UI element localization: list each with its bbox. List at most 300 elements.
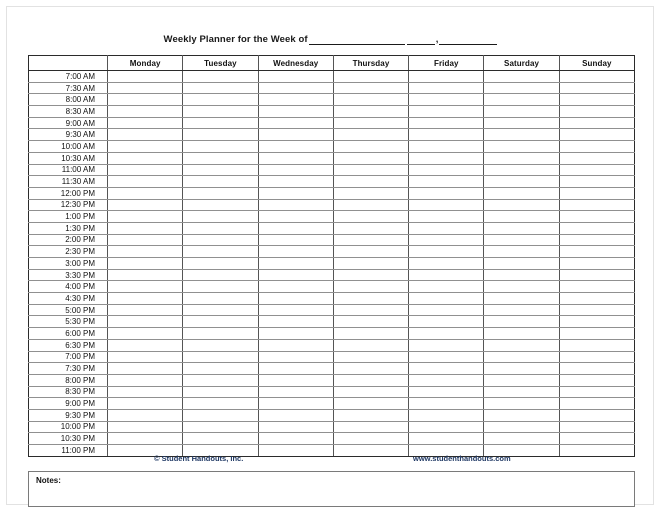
time-label: 12:00 PM <box>29 187 108 199</box>
slot-cell[interactable] <box>108 409 183 421</box>
slot-cell[interactable] <box>108 117 183 129</box>
slot-cell[interactable] <box>484 152 559 164</box>
slot-cell[interactable] <box>258 94 333 106</box>
slot-cell[interactable] <box>409 246 484 258</box>
slot-cell[interactable] <box>333 304 408 316</box>
time-label: 4:00 PM <box>29 281 108 293</box>
slot-cell[interactable] <box>559 211 634 223</box>
slot-cell[interactable] <box>258 199 333 211</box>
slot-cell[interactable] <box>183 386 258 398</box>
slot-cell[interactable] <box>333 187 408 199</box>
table-row <box>29 398 635 410</box>
slot-cell[interactable] <box>409 176 484 188</box>
slot-cell[interactable] <box>484 71 559 83</box>
time-label: 10:00 AM <box>29 141 108 153</box>
slot-cell[interactable] <box>409 211 484 223</box>
slot-cell[interactable] <box>183 164 258 176</box>
slot-cell[interactable] <box>559 351 634 363</box>
slot-cell[interactable] <box>333 234 408 246</box>
slot-cell[interactable] <box>108 187 183 199</box>
table-row <box>29 234 635 246</box>
slot-cell[interactable] <box>108 71 183 83</box>
table-row <box>29 117 635 129</box>
time-label: 8:00 AM <box>29 94 108 106</box>
table-row <box>29 129 635 141</box>
slot-cell[interactable] <box>484 187 559 199</box>
slot-cell[interactable] <box>258 258 333 270</box>
slot-cell[interactable] <box>559 316 634 328</box>
slot-cell[interactable] <box>333 421 408 433</box>
time-label: 9:00 AM <box>29 117 108 129</box>
slot-cell[interactable] <box>409 82 484 94</box>
slot-cell[interactable] <box>333 199 408 211</box>
time-label: 11:30 AM <box>29 176 108 188</box>
slot-cell[interactable] <box>183 82 258 94</box>
slot-cell[interactable] <box>333 246 408 258</box>
slot-cell[interactable] <box>484 398 559 410</box>
table-row <box>29 211 635 223</box>
time-label: 3:30 PM <box>29 269 108 281</box>
slot-cell[interactable] <box>258 386 333 398</box>
slot-cell[interactable] <box>559 421 634 433</box>
slot-cell[interactable] <box>409 374 484 386</box>
slot-cell[interactable] <box>258 351 333 363</box>
slot-cell[interactable] <box>333 339 408 351</box>
slot-cell[interactable] <box>484 304 559 316</box>
title-comma: , <box>435 34 439 45</box>
slot-cell[interactable] <box>108 304 183 316</box>
slot-cell[interactable] <box>484 117 559 129</box>
time-label: 2:00 PM <box>29 234 108 246</box>
slot-cell[interactable] <box>183 141 258 153</box>
slot-cell[interactable] <box>409 409 484 421</box>
slot-cell[interactable] <box>409 106 484 118</box>
slot-cell[interactable] <box>258 141 333 153</box>
table-row <box>29 164 635 176</box>
slot-cell[interactable] <box>258 398 333 410</box>
footer-credits <box>28 454 635 466</box>
slot-cell[interactable] <box>183 106 258 118</box>
slot-cell[interactable] <box>559 129 634 141</box>
year-blank[interactable] <box>439 35 497 45</box>
time-label: 6:30 PM <box>29 339 108 351</box>
month-blank[interactable] <box>309 35 405 45</box>
slot-cell[interactable] <box>409 199 484 211</box>
slot-cell[interactable] <box>484 433 559 445</box>
slot-cell[interactable] <box>409 351 484 363</box>
slot-cell[interactable] <box>559 328 634 340</box>
slot-cell[interactable] <box>183 421 258 433</box>
table-row <box>29 374 635 386</box>
slot-cell[interactable] <box>258 234 333 246</box>
slot-cell[interactable] <box>333 141 408 153</box>
slot-cell[interactable] <box>258 187 333 199</box>
slot-cell[interactable] <box>183 117 258 129</box>
slot-cell[interactable] <box>333 386 408 398</box>
copyright-text: © Student Handouts, Inc. <box>154 454 244 463</box>
slot-cell[interactable] <box>484 374 559 386</box>
slot-cell[interactable] <box>409 141 484 153</box>
slot-cell[interactable] <box>484 234 559 246</box>
slot-cell[interactable] <box>484 269 559 281</box>
slot-cell[interactable] <box>484 129 559 141</box>
slot-cell[interactable] <box>258 316 333 328</box>
slot-cell[interactable] <box>333 328 408 340</box>
slot-cell[interactable] <box>258 304 333 316</box>
time-label: 9:30 AM <box>29 129 108 141</box>
slot-cell[interactable] <box>409 363 484 375</box>
slot-cell[interactable] <box>183 351 258 363</box>
slot-cell[interactable] <box>183 433 258 445</box>
slot-cell[interactable] <box>484 316 559 328</box>
slot-cell[interactable] <box>108 106 183 118</box>
time-column-header <box>29 56 108 71</box>
slot-cell[interactable] <box>484 199 559 211</box>
slot-cell[interactable] <box>333 82 408 94</box>
slot-cell[interactable] <box>409 386 484 398</box>
slot-cell[interactable] <box>183 246 258 258</box>
slot-cell[interactable] <box>183 94 258 106</box>
slot-cell[interactable] <box>183 199 258 211</box>
slot-cell[interactable] <box>484 176 559 188</box>
slot-cell[interactable] <box>333 293 408 305</box>
slot-cell[interactable] <box>409 316 484 328</box>
slot-cell[interactable] <box>108 398 183 410</box>
slot-cell[interactable] <box>108 328 183 340</box>
slot-cell[interactable] <box>484 222 559 234</box>
slot-cell[interactable] <box>183 281 258 293</box>
slot-cell[interactable] <box>409 222 484 234</box>
time-label: 10:30 AM <box>29 152 108 164</box>
slot-cell[interactable] <box>409 304 484 316</box>
slot-cell[interactable] <box>258 176 333 188</box>
slot-cell[interactable] <box>108 316 183 328</box>
slot-cell[interactable] <box>484 141 559 153</box>
slot-cell[interactable] <box>484 328 559 340</box>
day-header-monday: Monday <box>108 56 183 71</box>
time-label: 9:30 PM <box>29 409 108 421</box>
slot-cell[interactable] <box>409 94 484 106</box>
slot-cell[interactable] <box>484 82 559 94</box>
slot-cell[interactable] <box>258 374 333 386</box>
slot-cell[interactable] <box>183 398 258 410</box>
slot-cell[interactable] <box>183 129 258 141</box>
slot-cell[interactable] <box>484 258 559 270</box>
slot-cell[interactable] <box>258 281 333 293</box>
slot-cell[interactable] <box>484 293 559 305</box>
table-row <box>29 94 635 106</box>
time-label: 11:00 AM <box>29 164 108 176</box>
slot-cell[interactable] <box>559 164 634 176</box>
slot-cell[interactable] <box>108 164 183 176</box>
slot-cell[interactable] <box>333 269 408 281</box>
slot-cell[interactable] <box>333 281 408 293</box>
slot-cell[interactable] <box>258 246 333 258</box>
slot-cell[interactable] <box>559 82 634 94</box>
slot-cell[interactable] <box>409 281 484 293</box>
slot-cell[interactable] <box>559 141 634 153</box>
time-label: 5:00 PM <box>29 304 108 316</box>
day-blank[interactable] <box>407 35 435 45</box>
slot-cell[interactable] <box>333 363 408 375</box>
slot-cell[interactable] <box>258 269 333 281</box>
time-label: 11:00 PM <box>29 445 108 457</box>
slot-cell[interactable] <box>108 374 183 386</box>
slot-cell[interactable] <box>183 328 258 340</box>
slot-cell[interactable] <box>183 304 258 316</box>
time-label: 6:00 PM <box>29 328 108 340</box>
time-label: 10:00 PM <box>29 421 108 433</box>
slot-cell[interactable] <box>409 187 484 199</box>
slot-cell[interactable] <box>559 363 634 375</box>
slot-cell[interactable] <box>409 152 484 164</box>
slot-cell[interactable] <box>409 234 484 246</box>
table-row <box>29 176 635 188</box>
time-label: 9:00 PM <box>29 398 108 410</box>
slot-cell[interactable] <box>559 106 634 118</box>
slot-cell[interactable] <box>409 421 484 433</box>
table-row <box>29 106 635 118</box>
slot-cell[interactable] <box>183 71 258 83</box>
slot-cell[interactable] <box>559 281 634 293</box>
slot-cell[interactable] <box>258 211 333 223</box>
slot-cell[interactable] <box>409 71 484 83</box>
slot-cell[interactable] <box>258 339 333 351</box>
time-label: 7:30 PM <box>29 363 108 375</box>
slot-cell[interactable] <box>108 363 183 375</box>
slot-cell[interactable] <box>183 409 258 421</box>
slot-cell[interactable] <box>108 421 183 433</box>
time-label: 7:00 AM <box>29 71 108 83</box>
slot-cell[interactable] <box>409 339 484 351</box>
slot-cell[interactable] <box>333 117 408 129</box>
slot-cell[interactable] <box>108 176 183 188</box>
slot-cell[interactable] <box>183 363 258 375</box>
slot-cell[interactable] <box>258 421 333 433</box>
table-row <box>29 258 635 270</box>
slot-cell[interactable] <box>333 106 408 118</box>
table-row <box>29 409 635 421</box>
slot-cell[interactable] <box>258 164 333 176</box>
slot-cell[interactable] <box>333 351 408 363</box>
slot-cell[interactable] <box>183 258 258 270</box>
slot-cell[interactable] <box>108 129 183 141</box>
slot-cell[interactable] <box>183 176 258 188</box>
time-label: 12:30 PM <box>29 199 108 211</box>
slot-cell[interactable] <box>559 152 634 164</box>
slot-cell[interactable] <box>333 374 408 386</box>
table-row <box>29 71 635 83</box>
slot-cell[interactable] <box>409 164 484 176</box>
slot-cell[interactable] <box>108 246 183 258</box>
slot-cell[interactable] <box>484 246 559 258</box>
table-row <box>29 281 635 293</box>
day-header-saturday: Saturday <box>484 56 559 71</box>
slot-cell[interactable] <box>333 211 408 223</box>
slot-cell[interactable] <box>258 71 333 83</box>
slot-cell[interactable] <box>559 246 634 258</box>
slot-cell[interactable] <box>108 433 183 445</box>
slot-cell[interactable] <box>559 269 634 281</box>
slot-cell[interactable] <box>559 398 634 410</box>
slot-cell[interactable] <box>108 141 183 153</box>
day-header-tuesday: Tuesday <box>183 56 258 71</box>
slot-cell[interactable] <box>108 281 183 293</box>
slot-cell[interactable] <box>409 328 484 340</box>
table-row <box>29 82 635 94</box>
slot-cell[interactable] <box>108 152 183 164</box>
slot-cell[interactable] <box>108 339 183 351</box>
slot-cell[interactable] <box>258 222 333 234</box>
slot-cell[interactable] <box>409 129 484 141</box>
slot-cell[interactable] <box>183 222 258 234</box>
slot-cell[interactable] <box>258 409 333 421</box>
slot-cell[interactable] <box>559 222 634 234</box>
table-row <box>29 269 635 281</box>
slot-cell[interactable] <box>258 129 333 141</box>
table-row <box>29 328 635 340</box>
slot-cell[interactable] <box>108 199 183 211</box>
time-label: 5:30 PM <box>29 316 108 328</box>
slot-cell[interactable] <box>484 211 559 223</box>
table-header <box>29 56 635 71</box>
slot-cell[interactable] <box>258 152 333 164</box>
slot-cell[interactable] <box>108 269 183 281</box>
slot-cell[interactable] <box>484 94 559 106</box>
slot-cell[interactable] <box>409 258 484 270</box>
slot-cell[interactable] <box>258 328 333 340</box>
table-row <box>29 152 635 164</box>
slot-cell[interactable] <box>183 339 258 351</box>
slot-cell[interactable] <box>108 82 183 94</box>
slot-cell[interactable] <box>559 176 634 188</box>
time-label: 8:00 PM <box>29 374 108 386</box>
slot-cell[interactable] <box>333 409 408 421</box>
slot-cell[interactable] <box>333 94 408 106</box>
slot-cell[interactable] <box>108 234 183 246</box>
slot-cell[interactable] <box>484 363 559 375</box>
slot-cell[interactable] <box>258 106 333 118</box>
slot-cell[interactable] <box>183 374 258 386</box>
slot-cell[interactable] <box>108 222 183 234</box>
table-row <box>29 304 635 316</box>
slot-cell[interactable] <box>258 363 333 375</box>
table-row <box>29 351 635 363</box>
slot-cell[interactable] <box>333 71 408 83</box>
slot-cell[interactable] <box>108 293 183 305</box>
slot-cell[interactable] <box>559 339 634 351</box>
slot-cell[interactable] <box>333 129 408 141</box>
slot-cell[interactable] <box>559 409 634 421</box>
slot-cell[interactable] <box>183 316 258 328</box>
slot-cell[interactable] <box>183 269 258 281</box>
slot-cell[interactable] <box>409 398 484 410</box>
time-label: 2:30 PM <box>29 246 108 258</box>
slot-cell[interactable] <box>183 293 258 305</box>
slot-cell[interactable] <box>409 433 484 445</box>
planner-page <box>6 6 654 505</box>
slot-cell[interactable] <box>559 258 634 270</box>
slot-cell[interactable] <box>333 222 408 234</box>
day-header-wednesday: Wednesday <box>258 56 333 71</box>
slot-cell[interactable] <box>559 94 634 106</box>
time-label: 10:30 PM <box>29 433 108 445</box>
time-label: 8:30 AM <box>29 106 108 118</box>
time-label: 1:30 PM <box>29 222 108 234</box>
slot-cell[interactable] <box>409 117 484 129</box>
time-label: 7:30 AM <box>29 82 108 94</box>
header-row <box>29 56 635 71</box>
slot-cell[interactable] <box>409 293 484 305</box>
slot-cell[interactable] <box>484 351 559 363</box>
slot-cell[interactable] <box>333 164 408 176</box>
slot-cell[interactable] <box>183 152 258 164</box>
slot-cell[interactable] <box>258 433 333 445</box>
slot-cell[interactable] <box>559 386 634 398</box>
slot-cell[interactable] <box>333 316 408 328</box>
slot-cell[interactable] <box>108 351 183 363</box>
slot-cell[interactable] <box>108 94 183 106</box>
table-row <box>29 339 635 351</box>
slot-cell[interactable] <box>409 269 484 281</box>
slot-cell[interactable] <box>559 293 634 305</box>
slot-cell[interactable] <box>183 234 258 246</box>
slot-cell[interactable] <box>559 117 634 129</box>
slot-cell[interactable] <box>183 187 258 199</box>
title-text: Weekly Planner for the Week of <box>163 34 308 45</box>
slot-cell[interactable] <box>333 176 408 188</box>
slot-cell[interactable] <box>108 386 183 398</box>
notes-label: Notes: <box>36 476 61 485</box>
slot-cell[interactable] <box>333 258 408 270</box>
website-link[interactable]: www.studenthandouts.com <box>413 454 511 463</box>
time-label: 7:00 PM <box>29 351 108 363</box>
slot-cell[interactable] <box>484 164 559 176</box>
notes-box[interactable] <box>28 471 635 507</box>
slot-cell[interactable] <box>258 82 333 94</box>
table-row <box>29 187 635 199</box>
slot-cell[interactable] <box>559 374 634 386</box>
time-label: 3:00 PM <box>29 258 108 270</box>
slot-cell[interactable] <box>484 409 559 421</box>
table-row <box>29 222 635 234</box>
slot-cell[interactable] <box>183 211 258 223</box>
slot-cell[interactable] <box>559 304 634 316</box>
slot-cell[interactable] <box>108 258 183 270</box>
table-row <box>29 141 635 153</box>
slot-cell[interactable] <box>333 152 408 164</box>
slot-cell[interactable] <box>484 421 559 433</box>
slot-cell[interactable] <box>484 339 559 351</box>
weekly-planner-table <box>28 55 635 457</box>
day-header-friday: Friday <box>409 56 484 71</box>
slot-cell[interactable] <box>559 234 634 246</box>
slot-cell[interactable] <box>559 199 634 211</box>
slot-cell[interactable] <box>108 211 183 223</box>
slot-cell[interactable] <box>333 398 408 410</box>
slot-cell[interactable] <box>484 386 559 398</box>
slot-cell[interactable] <box>484 281 559 293</box>
slot-cell[interactable] <box>484 106 559 118</box>
day-header-sunday: Sunday <box>559 56 634 71</box>
slot-cell[interactable] <box>258 117 333 129</box>
day-header-thursday: Thursday <box>333 56 408 71</box>
slot-cell[interactable] <box>559 187 634 199</box>
slot-cell[interactable] <box>559 433 634 445</box>
slot-cell[interactable] <box>333 433 408 445</box>
slot-cell[interactable] <box>258 293 333 305</box>
slot-cell[interactable] <box>559 71 634 83</box>
